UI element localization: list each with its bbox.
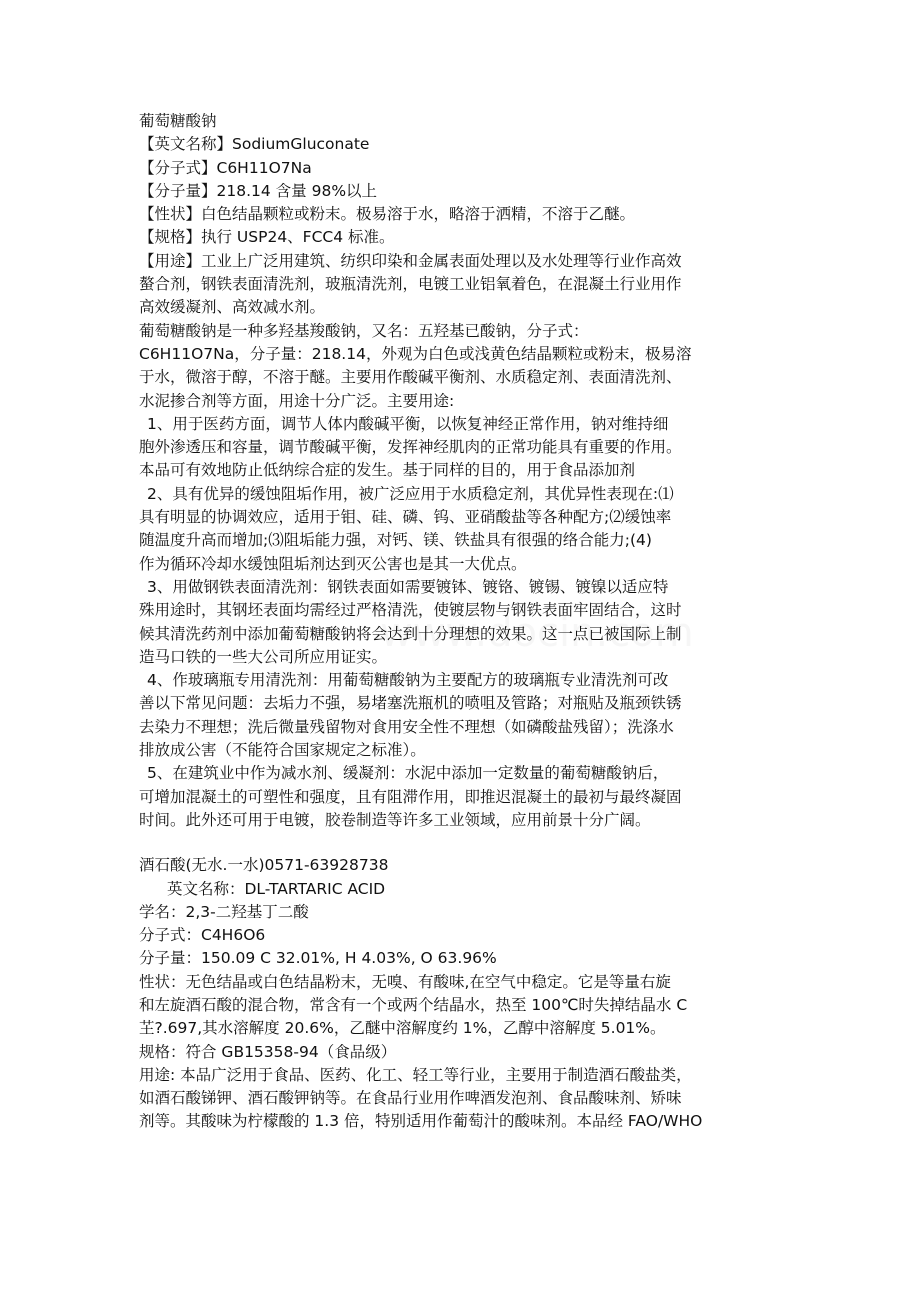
paragraph-line: 芏?.697,其水溶解度 20.6%，乙醚中溶解度约 1%，乙醇中溶解度 5.01%。 [139, 1019, 666, 1038]
use-item-line: 可增加混凝土的可塑性和强度，且有阻滞作用，即推迟混凝土的最初与最终凝固 [139, 787, 682, 806]
english-name-line: 英文名称：DL-TARTARIC ACID [167, 879, 386, 898]
use-item-2 [139, 483, 789, 576]
section-gap [139, 832, 789, 854]
paragraph-line: 性状：无色结晶或白色结晶粉末，无嗅、有酸味,在空气中稳定。它是等量右旋 [139, 972, 671, 991]
section-title: 葡萄糖酸钠 [139, 112, 217, 130]
paragraph-line: 和左旋酒石酸的混合物，常含有一个或两个结晶水，热至 100℃时失掉结晶水 C [139, 995, 688, 1014]
gluconate-section [139, 110, 789, 832]
paragraph-line: 葡萄糖酸钠是一种多羟基羧酸钠，又名：五羟基已酸钠，分子式： [139, 321, 589, 340]
paragraph-line: 高效缓凝剂、高效减水剂。 [139, 298, 326, 317]
paragraph-line: C6H11O7Na，分子量：218.14，外观为白色或浅黄色结晶颗粒或粉末，极易溶 [139, 344, 692, 363]
paragraph-line: 【性状】白色结晶颗粒或粉末。极易溶于水，略溶于洒精，不溶于乙醚。 [139, 205, 636, 224]
paragraph-line: 剂等。其酸味为柠檬酸的 1.3 倍，特别适用作葡萄汁的酸味剂。本品经 FAO/WHO [139, 1112, 703, 1131]
document-body [139, 110, 789, 1134]
use-item-line: 胞外渗透压和容量，调节酸碱平衡，发挥神经肌肉的正常功能具有重要的作用。 [139, 438, 682, 457]
section-title: 酒石酸(无水.一水)0571-63928738 [139, 856, 389, 875]
paragraph-line: 【规格】执行 USP24、FCC4 标准。 [139, 228, 395, 247]
use-item-5 [139, 762, 789, 832]
use-item-4 [139, 669, 789, 762]
use-item-first-line: 5、在建筑业中作为减水剂、缓凝剂：水泥中添加一定数量的葡萄糖酸钠后， [147, 764, 669, 783]
paragraph-line: 【分子量】218.14 含量 98%以上 [139, 181, 378, 200]
paragraph-line: 分子式：C4H6O6 [139, 926, 266, 945]
use-item-line: 殊用途时，其钢坯表面均需经过严格清洗，使镀层物与钢铁表面牢固结合，这时 [139, 601, 682, 620]
use-item-line: 具有明显的协调效应，适用于钼、硅、磷、钨、亚硝酸盐等各种配方;⑵缓蚀率 [139, 508, 672, 527]
use-item-line: 作为循环冷却水缓蚀阻垢剂达到灭公害也是其一大优点。 [139, 554, 527, 573]
use-item-3 [139, 576, 789, 669]
paragraph-line: 学名：2,3-二羟基丁二酸 [139, 902, 309, 921]
paragraph-line: 分子量：150.09 C 32.01%, H 4.03%, O 63.96% [139, 949, 497, 968]
paragraph-line: 如酒石酸锑钾、酒石酸钾钠等。在食品行业用作啤酒发泡剂、食品酸味剂、矫味 [139, 1089, 682, 1108]
paragraph-line: 水泥掺合剂等方面，用途十分广泛。主要用途: [139, 391, 455, 410]
paragraph-line: 于水，微溶于醇，不溶于醚。主要用作酸碱平衡剂、水质稳定剂、表面清洗剂、 [139, 368, 682, 387]
paragraph-line: 螯合剂，钢铁表面清洗剂，玻瓶清洗剂，电镀工业铝氧着色，在混凝土行业用作 [139, 275, 682, 294]
use-item-first-line: 3、用做钢铁表面清洗剂：钢铁表面如需要镀钵、镀铬、镀锡、镀镍以适应特 [147, 577, 669, 596]
use-item-line: 候其清洗药剂中添加葡萄糖酸钠将会达到十分理想的效果。这一点已被国际上制 [139, 624, 682, 643]
use-item-line: 随温度升高而增加;⑶阻垢能力强，对钙、镁、铁盐具有很强的络合能力;(4) [139, 531, 652, 550]
paragraph-line: 【用途】工业上广泛用建筑、纺织印染和金属表面处理以及水处理等行业作高效 [139, 251, 682, 270]
use-item-line: 造马口铁的一些大公司所应用证实。 [139, 647, 388, 666]
use-item-line: 时间。此外还可用于电镀，胶卷制造等许多工业领域，应用前景十分广阔。 [139, 810, 651, 829]
use-item-1 [139, 413, 789, 483]
use-item-line: 善以下常见问题：去垢力不强，易堵塞洗瓶机的喷咀及管路；对瓶贴及瓶颈铁锈 [139, 694, 682, 713]
paragraph-line: 规格：符合 GB15358-94（食品级） [139, 1042, 397, 1061]
use-item-line: 排放成公害（不能符合国家规定之标准）。 [139, 741, 426, 760]
use-item-first-line: 2、具有优异的缓蚀阻垢作用，被广泛应用于水质稳定剂，其优异性表现在:⑴ [147, 484, 674, 503]
use-item-line: 本品可有效地防止低纳综合症的发生。基于同样的目的，用于食品添加剂 [139, 461, 636, 480]
paragraph-line: 用途: 本品广泛用于食品、医药、化工、轻工等行业，主要用于制造酒石酸盐类， [139, 1065, 692, 1084]
use-item-line: 去染力不理想；洗后微量残留物对食用安全性不理想（如磷酸盐残留）；洗涤水 [139, 717, 674, 736]
use-item-first-line: 1、用于医药方面，调节人体内酸碱平衡，以恢复神经正常作用，钠对维持细 [147, 414, 669, 433]
tartaric-section [139, 854, 789, 1134]
use-item-first-line: 4、作玻璃瓶专用清洗剂：用葡萄糖酸钠为主要配方的玻璃瓶专业清洗剂可改 [147, 671, 669, 690]
paragraph-line: 【英文名称】SodiumGluconate [139, 135, 370, 154]
paragraph-line: 【分子式】C6H11O7Na [139, 158, 312, 177]
